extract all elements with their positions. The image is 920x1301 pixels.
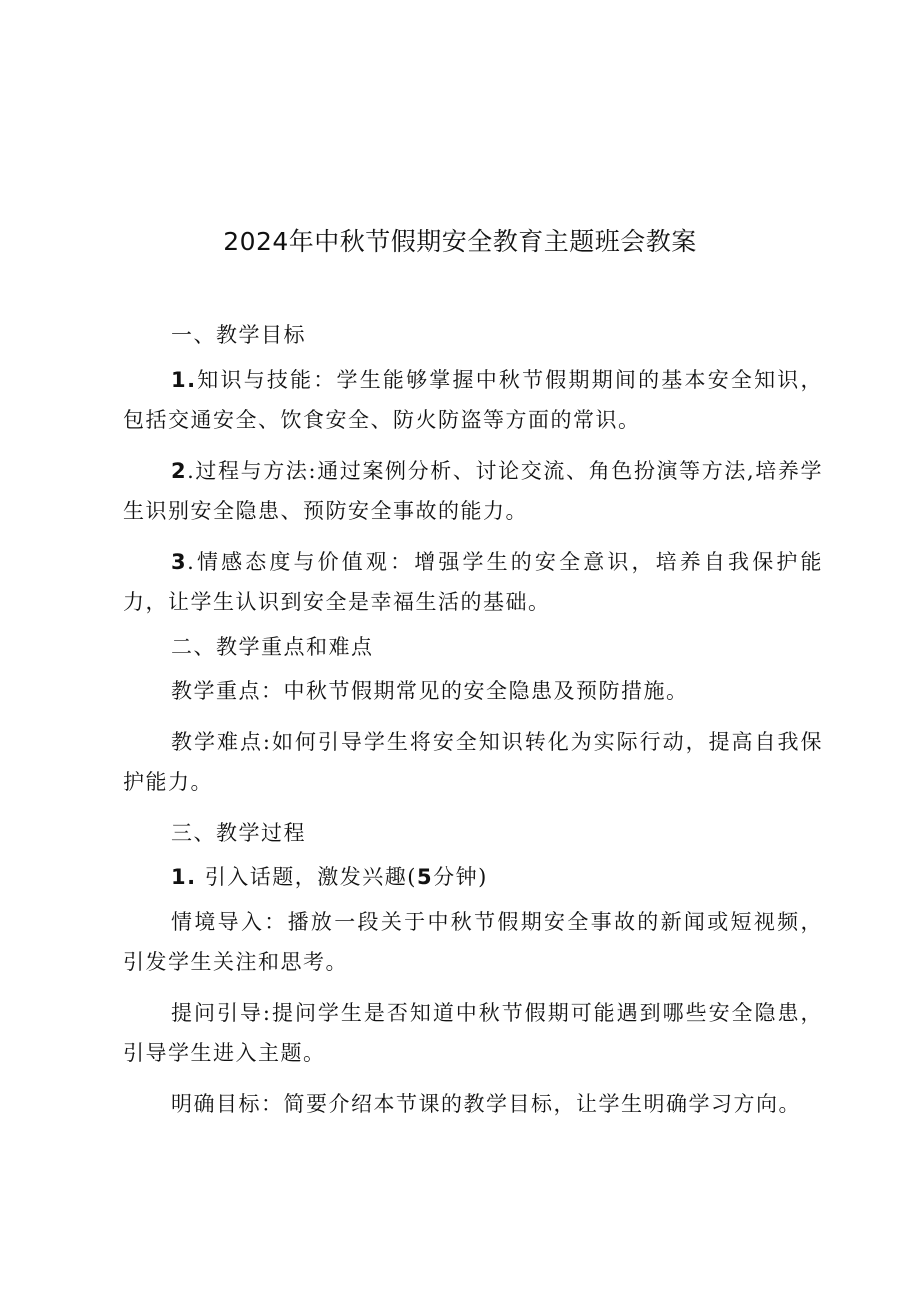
objective-item-1 <box>123 360 823 441</box>
step-number-1: 1. <box>171 865 197 889</box>
teaching-difficulty: 教学难点:如何引导学生将安全知识转化为实际行动，提高自我保护能力。 <box>123 729 823 794</box>
section-heading-objectives: 一、教学目标 <box>171 323 306 347</box>
section-heading-key-points: 二、教学重点和难点 <box>171 634 374 659</box>
process-paragraph-question: 提问引导:提问学生是否知道中秋节假期可能遇到哪些安全隐患，引导学生进入主题。 <box>123 1000 823 1065</box>
section-heading-process: 三、教学过程 <box>171 820 306 845</box>
document-title: 2024年中秋节假期安全教育主题班会教案 <box>223 227 697 256</box>
document-body <box>123 315 823 1124</box>
step-duration-number: 5 <box>416 865 434 889</box>
step-text-before: 引入话题，激发兴趣( <box>204 865 417 889</box>
objective-text-3: .情感态度与价值观：增强学生的安全意识，培养自我保护能力，让学生认识到安全是幸福生活的基础。 <box>123 549 823 614</box>
process-paragraph-scenario: 情境导入：播放一段关于中秋节假期安全事故的新闻或短视频，引发学生关注和思考。 <box>123 909 823 974</box>
objective-number-1: 1. <box>171 367 197 392</box>
objective-number-3: 3 <box>171 549 188 574</box>
step-text-after: 分钟) <box>433 865 488 889</box>
objective-text-2: .过程与方法:通过案例分析、讨论交流、角色扮演等方法,培养学生识别安全隐患、预防安全事故的能力。 <box>123 458 823 523</box>
objective-number-2: 2 <box>171 458 188 483</box>
process-paragraph-goal: 明确目标：简要介绍本节课的教学目标，让学生明确学习方向。 <box>171 1091 801 1116</box>
objective-item-2 <box>123 451 823 532</box>
objective-text-1: 知识与技能：学生能够掌握中秋节假期期间的基本安全知识，包括交通安全、饮食安全、防火防盗等方面的常识。 <box>123 367 823 432</box>
process-step-1 <box>123 857 823 898</box>
teaching-focus: 教学重点：中秋节假期常见的安全隐患及预防措施。 <box>171 679 689 703</box>
objective-item-3 <box>123 542 823 623</box>
